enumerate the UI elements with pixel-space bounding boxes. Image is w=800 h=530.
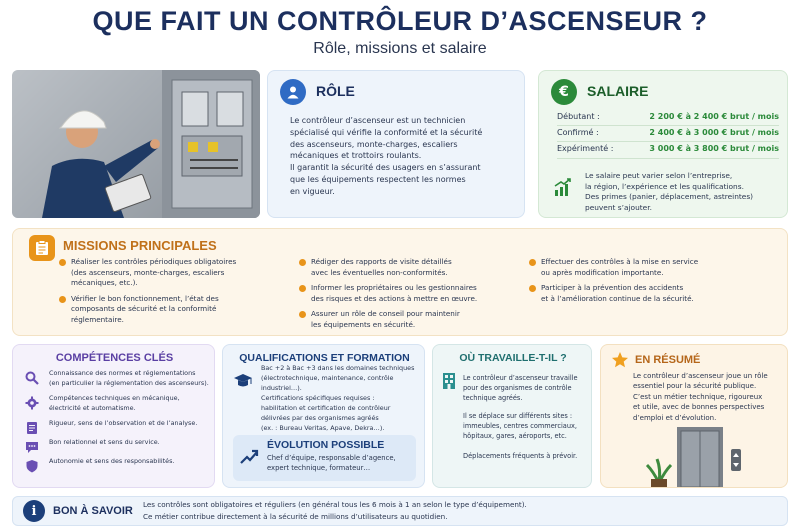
workplace-card (432, 344, 592, 488)
good-to-know-title: BON À SAVOIR (53, 505, 133, 517)
bullet-icon (529, 259, 536, 266)
qualification-line: délivrées par des organismes agréés (261, 414, 379, 422)
competence-line: électricité et automatisme. (49, 403, 136, 412)
workplace-title: OÙ TRAVAILLE-T-IL ? (459, 352, 567, 364)
role-line: des ascenseurs, monte-charges, escaliers (290, 139, 458, 149)
qualification-line: (électrotechnique, maintenance, contrôle industriel…). (261, 374, 394, 392)
mission-line: ou après modification importante. (541, 267, 664, 277)
good-to-know-line-2: Ce métier contribue directement à la sécurité de millions d’utilisateurs au quotidien. (143, 512, 448, 521)
workplace-line: Déplacements fréquents à prévoir. (463, 452, 578, 460)
mission-line: Participer à la prévention des accidents (541, 283, 684, 292)
workplace-line: hôpitaux, gares, aéroports, etc. (463, 432, 567, 440)
building-icon (441, 371, 457, 389)
competence-line: Autonomie et sens des responsabilités. (49, 457, 175, 465)
bullet-icon (299, 285, 306, 292)
salary-note-line: la région, l’expérience et les qualifications. (585, 181, 744, 191)
competence-line: Bon relationnel et sens du service. (49, 438, 160, 446)
workplace-line: technique agréés. (463, 394, 523, 402)
role-line: mécaniques et trottoirs roulants. (290, 151, 422, 161)
page-subtitle: Rôle, missions et salaire (313, 40, 487, 57)
magnifier-icon (25, 370, 39, 389)
mission-line: composants de sécurité et la conformité (71, 304, 217, 313)
evolution-box (233, 435, 416, 481)
star-icon (611, 351, 629, 369)
person-icon (280, 79, 306, 105)
mission-line: Assurer un rôle de conseil pour maintenir (311, 309, 460, 318)
mission-line: Rédiger des rapports de visite détaillés (311, 257, 452, 266)
workplace-line: immeubles, centres commerciaux, (463, 422, 578, 430)
graduation-cap-icon (233, 373, 253, 389)
role-description (290, 115, 520, 198)
summary-line: essentiel pour la sécurité publique. (633, 382, 757, 391)
role-title: RÔLE (316, 83, 355, 99)
evolution-description (267, 453, 417, 473)
summary-title: EN RÉSUMÉ (635, 354, 701, 366)
workplace-line: Le contrôleur d’ascenseur travaille (463, 374, 578, 382)
summary-line: C’est un métier technique, rigoureux (633, 392, 763, 401)
elevator-illustration (641, 425, 787, 487)
mission-line: les équipements en sécurité. (311, 319, 416, 329)
competence-line: Compétences techniques en mécanique, (49, 394, 180, 402)
mission-line: Informer les propriétaires ou les gestionnaires (311, 283, 477, 292)
page-title: QUE FAIT UN CONTRÔLEUR D’ASCENSEUR ? (92, 6, 708, 36)
role-line: Le contrôleur d’ascenseur est un technicien (290, 116, 466, 125)
qualifications-card (222, 344, 425, 488)
bullet-icon (529, 285, 536, 292)
qualification-line: (ex. : Bureau Veritas, Apave, Dekra…). (261, 424, 385, 432)
gear-icon (25, 395, 39, 414)
workplace-line: Il se déplace sur différents sites : (463, 412, 573, 420)
document-icon (25, 420, 39, 439)
evolution-line: Chef d’équipe, responsable d’agence, (267, 454, 396, 462)
evolution-title: ÉVOLUTION POSSIBLE (267, 439, 385, 451)
mission-line: des risques et des actions à mettre en œuvre. (311, 293, 478, 303)
qualification-line: habilitation et certification de contrôleur (261, 404, 391, 412)
salary-note-line: Des primes (panier, déplacement, astreintes) (585, 192, 754, 201)
trend-arrow-icon (239, 447, 259, 467)
salary-title: SALAIRE (587, 83, 649, 99)
qualification-line: Certifications spécifiques requises : (261, 394, 375, 402)
technician-illustration (12, 70, 260, 218)
mission-line: Effectuer des contrôles à la mise en service (541, 257, 699, 266)
salary-note-line: Le salaire peut varier selon l’entreprise, (585, 171, 733, 180)
euro-icon: € (551, 79, 577, 105)
shield-icon (25, 458, 39, 477)
role-line: en vigueur. (290, 186, 335, 196)
technician-photo (12, 70, 260, 218)
missions-card (12, 228, 788, 336)
mission-line: réglementaire. (71, 314, 124, 324)
competence-line: Rigueur, sens de l’observation et de l’analyse. (49, 419, 198, 427)
role-line: que les équipements respectent les normes (290, 174, 466, 184)
bullet-icon (299, 311, 306, 318)
mission-line: et à l’amélioration continue de la sécurité. (541, 293, 694, 303)
summary-line: et utile, avec de bonnes perspectives (633, 403, 765, 412)
growth-chart-icon (553, 177, 573, 197)
chat-icon (25, 439, 39, 458)
competence-line: Connaissance des normes et réglementations (49, 369, 196, 377)
role-line: spécialisé qui vérifie la conformité et la sécurité (290, 127, 483, 137)
clipboard-icon (29, 235, 55, 261)
salary-note-line: peuvent s’ajouter. (585, 202, 652, 212)
good-to-know-line-1: Les contrôles sont obligatoires et réguliers (en général tous les 6 mois à 1 an selon le type d’équipement). (143, 500, 527, 509)
bullet-icon (59, 259, 66, 266)
bullet-icon (299, 259, 306, 266)
mission-line: avec les éventuelles non-conformités. (311, 267, 448, 277)
summary-description (633, 371, 787, 423)
evolution-line: expert technique, formateur… (267, 464, 371, 472)
qualifications-title: QUALIFICATIONS ET FORMATION (239, 352, 410, 364)
summary-line: d’emploi et d’évolution. (633, 413, 717, 422)
role-card (267, 70, 525, 218)
workplace-text-1 (463, 373, 591, 403)
mission-line: mécaniques, etc.). (71, 278, 138, 287)
qualifications-description (261, 363, 425, 433)
salary-note (585, 171, 785, 213)
workplace-line: pour des organismes de contrôle (463, 384, 572, 392)
good-to-know-banner (12, 496, 788, 526)
salary-card: € SALAIRE Débutant : 2 200 € à 2 400 € brut / mois Confirmé : 2 400 € à 3 000 € brut / mois Expérimenté : 3 000 € à 3 800 € brut / mois Le salaire peut varier selon l’entreprise, la région, l’expérience et les qualifications. Des primes (panier, déplacement, astreintes) peuvent s’ajouter. (538, 70, 788, 218)
mission-line: Réaliser les contrôles périodiques obligatoires (71, 257, 237, 266)
summary-line: Le contrôleur d’ascenseur joue un rôle (633, 372, 768, 380)
missions-title: MISSIONS PRINCIPALES (63, 238, 217, 253)
mission-line: Vérifier le bon fonctionnement, l’état des (71, 293, 219, 303)
info-icon: i (23, 500, 45, 522)
competence-line: (en particulier la réglementation des ascenseurs). (49, 378, 209, 387)
role-line: Il garantit la sécurité des usagers en s’assurant (290, 163, 481, 173)
competences-card (12, 344, 215, 488)
qualification-line: Bac +2 à Bac +3 dans les domaines techniques (261, 364, 415, 372)
bullet-icon (59, 296, 66, 303)
summary-card (600, 344, 788, 488)
competences-title: COMPÉTENCES CLÉS (55, 352, 174, 364)
workplace-text-2 (463, 411, 591, 441)
workplace-text-3 (463, 451, 591, 461)
mission-line: (des ascenseurs, monte-charges, escaliers (71, 267, 225, 277)
